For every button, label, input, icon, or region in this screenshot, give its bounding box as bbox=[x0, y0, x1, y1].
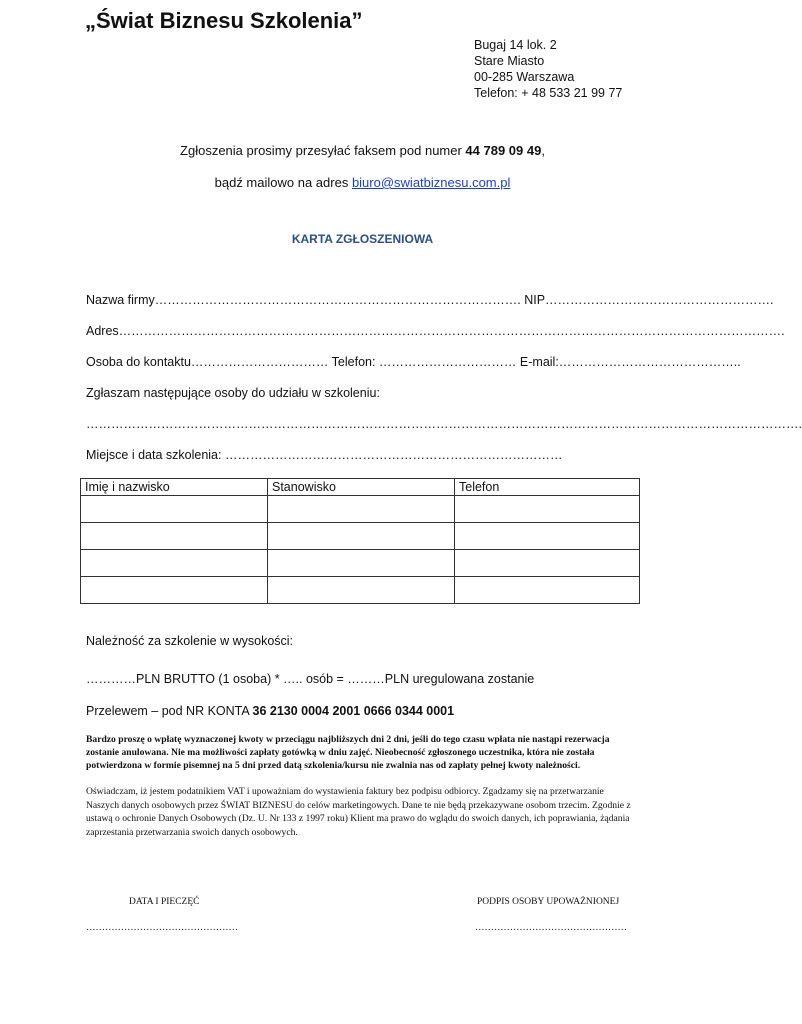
table-row bbox=[81, 496, 640, 523]
table-cell[interactable] bbox=[268, 523, 455, 550]
email-link[interactable]: biuro@swiatbiznesu.com.pl bbox=[351, 175, 511, 190]
mail-instruction bbox=[0, 175, 725, 190]
participants-line[interactable]: ………………………………………………………………………………………………………………………………………………………. bbox=[86, 417, 802, 431]
vat-declaration: Oświadczam, iż jestem podatnikiem VAT i upoważniam do wystawienia faktury bez podpisu odbiorcy. Zgadzamy się na przetwarzanie Naszych danych osobowych przez ŚWIAT BIZNESU do celów marketingowych. Dane te nie będą przekazywane osobom trzecim. Zgodnie z ustawą o ochronie Danych Osobowych (Dz. U. Nr 133 z 1997 roku) Klient ma prawo do wglądu do swoich danych, ich poprawiania, żądania zaprzestania przetwarzania swoich danych osobowych. bbox=[86, 786, 631, 838]
header-phone: Telefon bbox=[455, 479, 640, 496]
transfer-text: Przelewem – pod NR KONTA bbox=[86, 704, 253, 718]
signature-label: PODPIS OSOBY UPOWAŻNIONEJ bbox=[477, 897, 620, 907]
table-row bbox=[81, 577, 640, 604]
fax-instruction bbox=[0, 143, 725, 158]
payment-notice: Bardzo proszę o wpłatę wyznaczonej kwoty w przeciągu najbliższych dni 2 dni, jeśli do tego czasu wpłata nie nastąpi rezerwacja zostanie anulowana. Nie ma możliwości zapłaty gotówką w dniu zajęć. Nieobecność zgłoszonego uczestnika, która nie została potwierdzona w formie pisemnej na 5 dni przed datą szkolenia/kursu nie zwalnia nas od zapłaty pełnej kwoty należności. bbox=[86, 734, 610, 771]
fax-number: 44 789 09 49 bbox=[465, 143, 542, 158]
address-line-district: Stare Miasto bbox=[474, 54, 545, 68]
place-date-field[interactable]: Miejsce i data szkolenia: ……………………………………………………………………… bbox=[86, 448, 563, 462]
table-cell[interactable] bbox=[455, 496, 640, 523]
header-position: Stanowisko bbox=[268, 479, 455, 496]
payment-formula[interactable]: …………PLN BRUTTO (1 osoba) * ….. osób = ………PLN uregulowana zostanie bbox=[86, 672, 535, 686]
address-field[interactable]: Adres……………………………………………………………………………………………………………………………………………. bbox=[86, 324, 785, 338]
participants-table bbox=[80, 478, 640, 604]
account-number: 36 2130 0004 2001 0666 0344 0001 bbox=[252, 704, 455, 718]
company-title: „Świat Biznesu Szkolenia” bbox=[85, 8, 363, 33]
table-cell[interactable] bbox=[268, 496, 455, 523]
date-stamp-label: DATA I PIECZĘĆ bbox=[129, 897, 200, 907]
date-stamp-line[interactable]: ………………………………………… bbox=[86, 923, 238, 933]
participants-intro: Zgłaszam następujące osoby do udziału w szkoleniu: bbox=[86, 386, 380, 400]
transfer-line bbox=[86, 704, 454, 718]
table-cell[interactable] bbox=[81, 523, 268, 550]
table-cell[interactable] bbox=[81, 550, 268, 577]
table-row bbox=[81, 523, 640, 550]
address-line-city: 00-285 Warszawa bbox=[474, 70, 575, 84]
table-cell[interactable] bbox=[81, 577, 268, 604]
table-cell[interactable] bbox=[455, 577, 640, 604]
table-cell[interactable] bbox=[268, 577, 455, 604]
table-cell[interactable] bbox=[455, 523, 640, 550]
table-cell[interactable] bbox=[455, 550, 640, 577]
table-header-row bbox=[81, 479, 640, 496]
address-line-street: Bugaj 14 lok. 2 bbox=[474, 38, 557, 52]
table-cell[interactable] bbox=[268, 550, 455, 577]
mail-text: bądź mailowo na adres bbox=[214, 175, 352, 190]
address-line-phone: Telefon: + 48 533 21 99 77 bbox=[474, 86, 623, 100]
signature-line[interactable]: ………………………………………… bbox=[475, 923, 627, 933]
contact-field[interactable]: Osoba do kontaktu…………………………… Telefon: …………………………… E-mail:…………………………………….. bbox=[86, 355, 741, 369]
payment-label: Należność za szkolenie w wysokości: bbox=[86, 634, 294, 648]
form-title: KARTA ZGŁOSZENIOWA bbox=[291, 232, 434, 246]
fax-suffix: , bbox=[541, 143, 545, 158]
header-name: Imię i nazwisko bbox=[81, 479, 268, 496]
table-cell[interactable] bbox=[81, 496, 268, 523]
table-row bbox=[81, 550, 640, 577]
company-name-field[interactable]: Nazwa firmy……………………………………………………………………………. NIP………………………………………………. bbox=[86, 293, 774, 307]
fax-text: Zgłoszenia prosimy przesyłać faksem pod numer bbox=[180, 143, 466, 158]
